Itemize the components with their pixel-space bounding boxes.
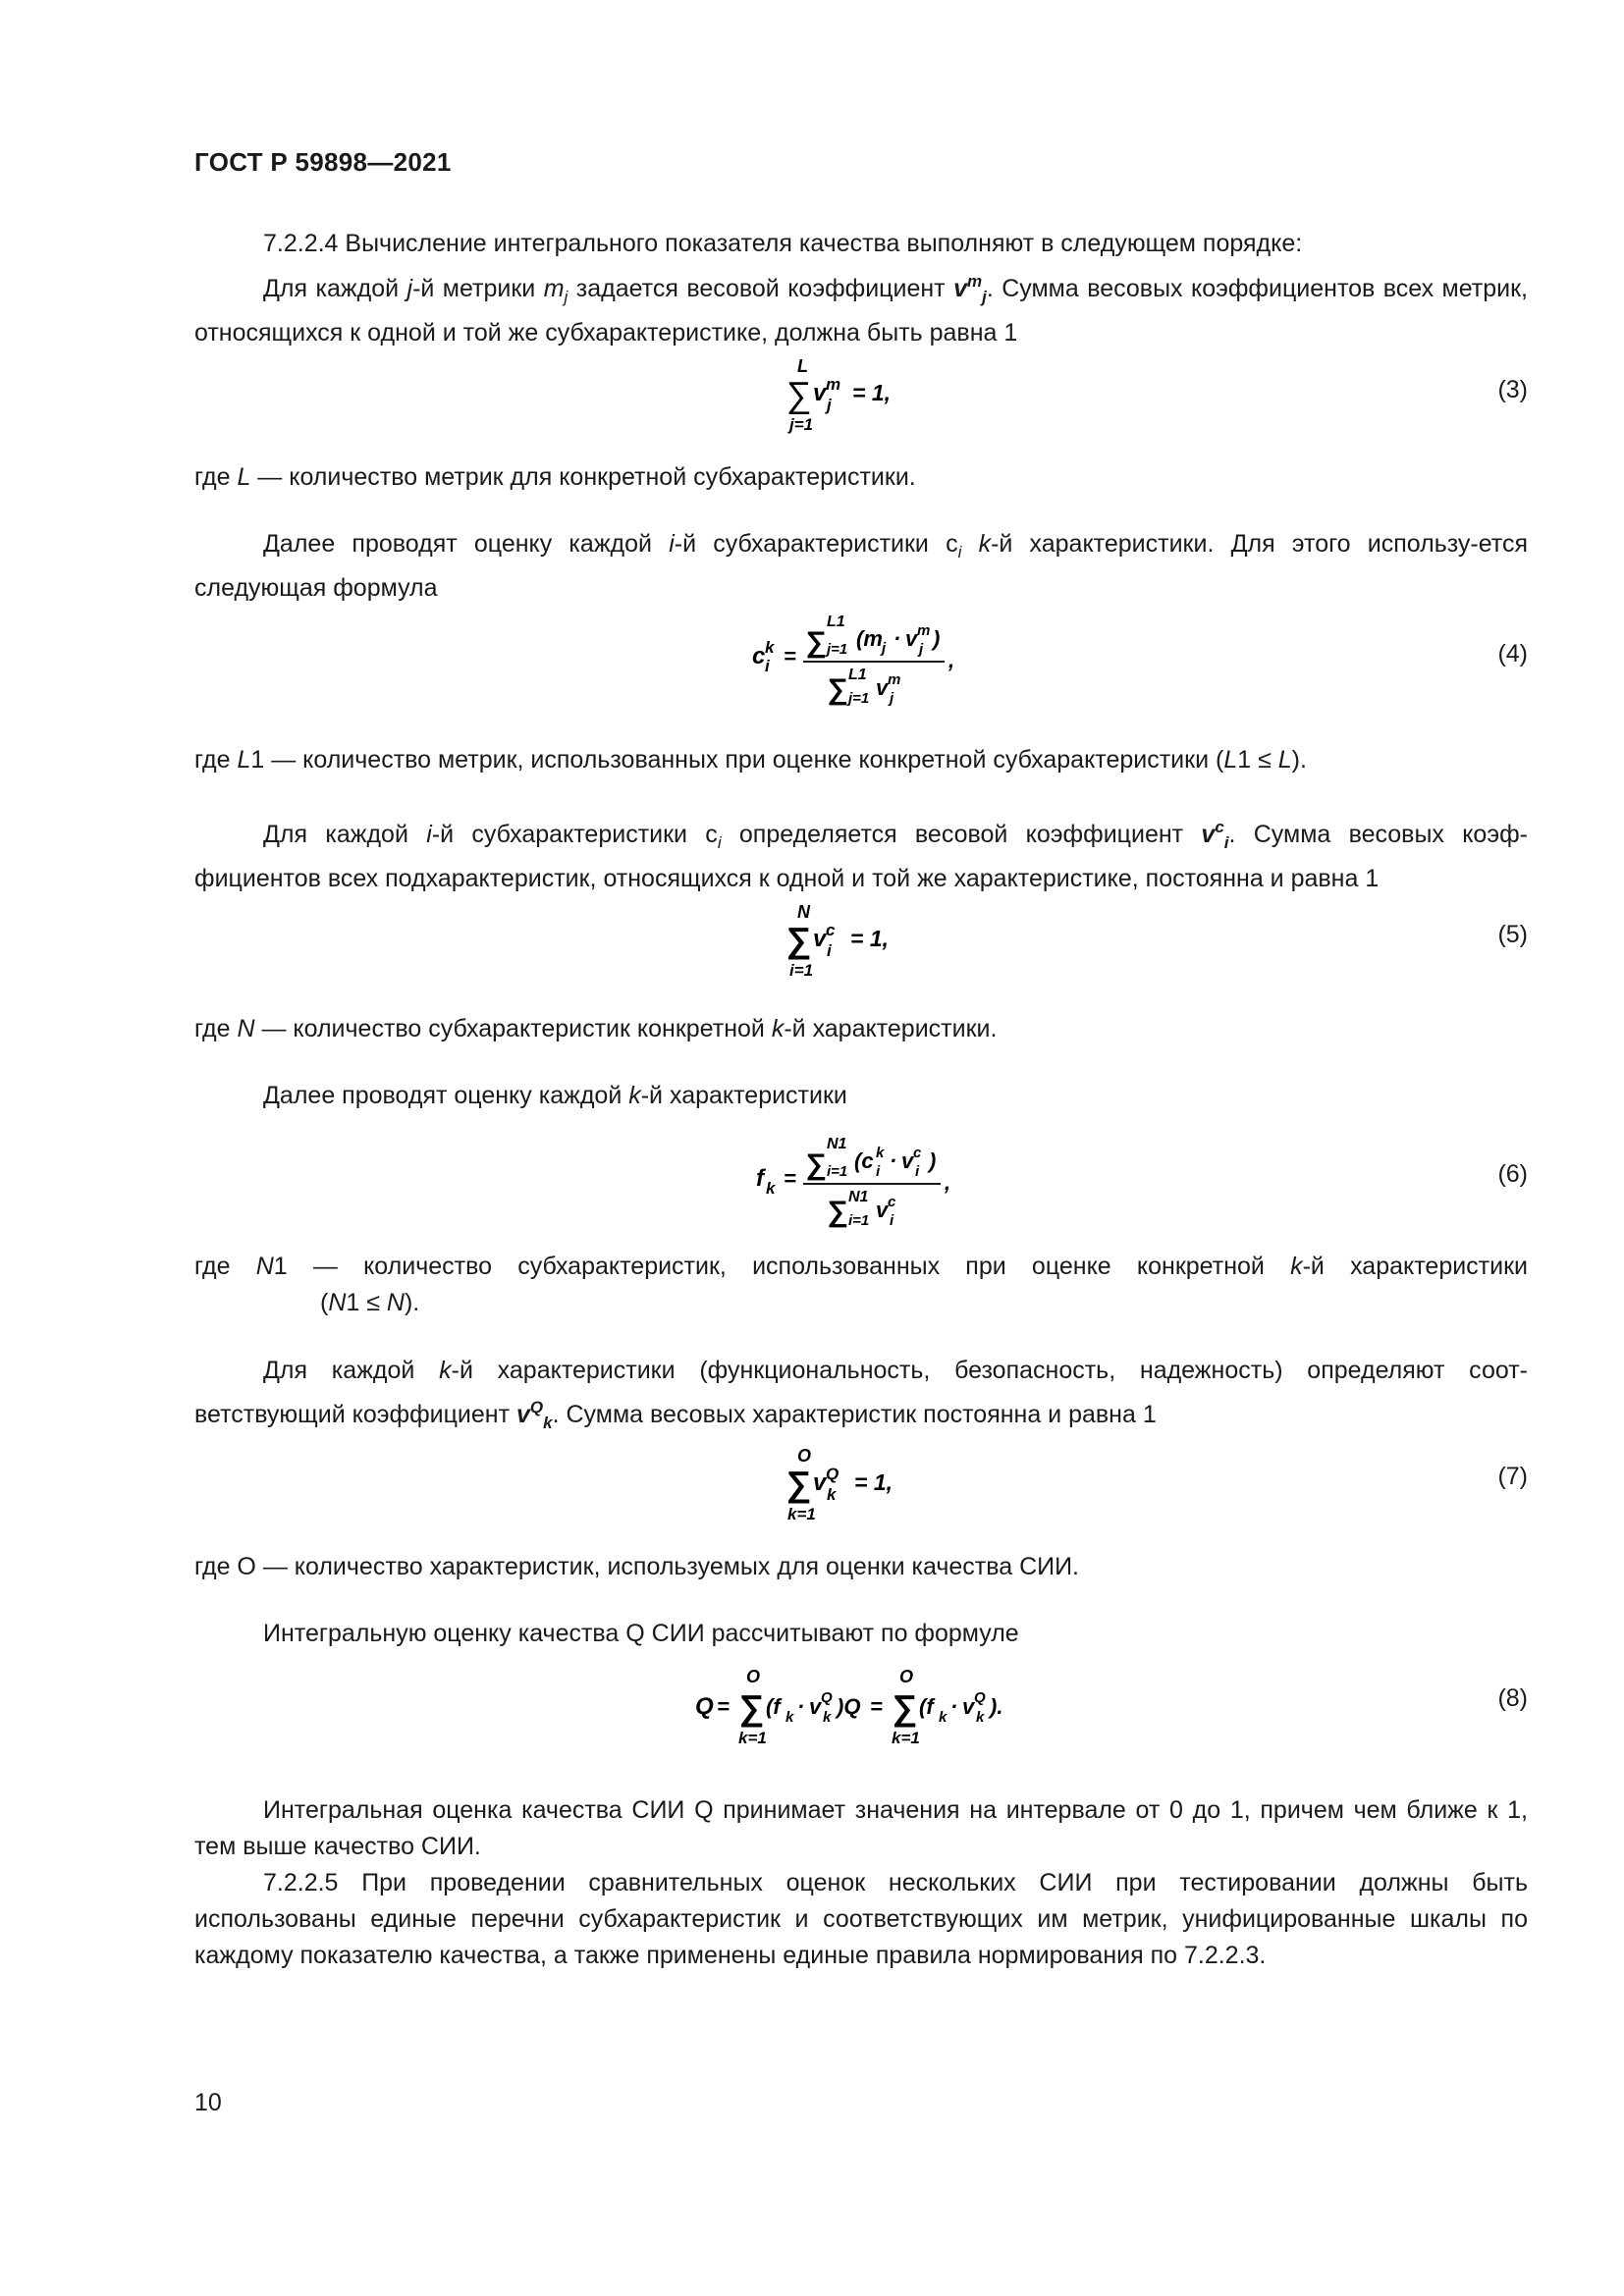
svg-text:(c: (c <box>854 1148 874 1173</box>
svg-text:= 1,: = 1, <box>850 926 890 951</box>
svg-text:v: v <box>809 1694 822 1719</box>
svg-text:k: k <box>766 1179 776 1198</box>
svg-text:).: ). <box>990 1694 1003 1719</box>
formula-5-sigma: ∑ <box>785 920 811 960</box>
svg-text:k: k <box>976 1709 985 1726</box>
where-clause-5: где N — количество субхарактеристик конкретной k-й характеристики. <box>194 1015 998 1042</box>
formula-7-sigma: ∑ <box>785 1464 811 1504</box>
paragraph-7-2-2-4: 7.2.2.4 Вычисление интегрального показателя качества выполняют в следующем порядке: <box>263 230 1303 257</box>
svg-text:Q: Q <box>826 1465 839 1483</box>
svg-text:=: = <box>784 644 796 668</box>
svg-text:k: k <box>939 1709 947 1726</box>
svg-text:k: k <box>876 1145 885 1161</box>
equation-number-6: (6) <box>1497 1160 1528 1188</box>
svg-text:N1: N1 <box>848 1189 869 1205</box>
formula-4-lhs: c <box>752 643 766 669</box>
svg-text:L1: L1 <box>848 667 867 683</box>
svg-text:(f: (f <box>766 1694 781 1719</box>
svg-text:v: v <box>813 926 827 952</box>
formula-3-upper-limit: L <box>797 356 808 376</box>
paragraph-7-2-2-5: 7.2.2.5 При проведении сравнительных оценок нескольких СИИ при тестировании должны быть использованы единые перечни субхарактеристик и соответствующих им метрик, унифицированные шкалы по каждому показателю качества, а также применены единые правила нормирования по 7.2.2.3. <box>194 1869 1528 1969</box>
svg-text:L1: L1 <box>827 614 845 630</box>
formula-3-v: v <box>813 380 827 406</box>
svg-text:O: O <box>746 1667 761 1686</box>
svg-text:j: j <box>890 690 894 707</box>
svg-text:Q: Q <box>821 1689 833 1706</box>
paragraph-metric-weights: Для каждой j-й метрики $m_j$ задается весовой коэффициент $v^m_j$. Сумма весовых коэффициентов всех метрик, относящихся к одной и той же субхарактеристике, должна быть равна 1 <box>194 272 1528 347</box>
where-clause-3: где L — количество метрик для конкретной субхарактеристики. <box>194 463 916 491</box>
formula-8-lhs: Q <box>695 1693 714 1720</box>
paragraph-integral-range: Интегральная оценка качества СИИ Q принимает значения на интервале от 0 до 1, причем чем ближе к 1, тем выше качество СИИ. <box>194 1796 1528 1860</box>
equation-number-7: (7) <box>1497 1463 1528 1490</box>
formula-4 <box>746 609 982 717</box>
formula-5-upper-limit: N <box>797 902 810 922</box>
equation-number-5: (5) <box>1497 921 1528 948</box>
svg-text:k=1: k=1 <box>892 1729 920 1747</box>
equation-number-8: (8) <box>1497 1684 1528 1712</box>
svg-text:,: , <box>945 1170 951 1195</box>
svg-text:c: c <box>913 1145 922 1161</box>
svg-text:j: j <box>919 641 924 658</box>
formula-8-sigma-2: ∑ <box>892 1687 917 1728</box>
where-clause-4: где L1 — количество метрик, использованных при оценке конкретной субхарактеристики (L1 ≤ L). <box>194 746 1307 774</box>
svg-text:j=1: j=1 <box>848 690 870 707</box>
svg-text:Q: Q <box>974 1689 986 1706</box>
svg-text:m: m <box>917 622 931 639</box>
paragraph-characteristic-weights: Для каждой k-й характеристики (функциональность, безопасность, надежность) определяют соот-ветствующий коэффициент $v^Q_k$. Сумма весовых характеристик постоянна и равна 1 <box>194 1357 1528 1432</box>
where-clause-6: где N1 — количество субхарактеристик, использованных при оценке конкретной k-й характеристики (N1 ≤ N). <box>194 1253 1528 1316</box>
svg-text:c: c <box>826 921 836 939</box>
svg-text:(m: (m <box>856 626 883 651</box>
svg-text:·: · <box>797 1694 805 1719</box>
svg-text:k=1: k=1 <box>738 1729 767 1747</box>
formula-4-den-sigma: ∑ <box>827 673 848 706</box>
svg-text:k: k <box>823 1709 832 1726</box>
svg-text:i=1: i=1 <box>827 1163 848 1180</box>
formula-6-lhs: f <box>756 1165 764 1192</box>
document-header: ГОСТ Р 59898—2021 <box>194 147 452 177</box>
formula-3-lower-limit: j=1 <box>789 415 814 434</box>
svg-text:=: = <box>784 1166 796 1191</box>
svg-text:k: k <box>827 1485 837 1504</box>
formula-3-subscript: j <box>827 396 832 414</box>
formula-6-den-sigma: ∑ <box>827 1196 848 1228</box>
svg-text:i: i <box>890 1212 894 1229</box>
svg-text:): ) <box>929 1148 937 1173</box>
svg-text:i: i <box>915 1163 920 1180</box>
svg-text:=: = <box>717 1694 730 1719</box>
formula-6 <box>750 1131 976 1239</box>
svg-text:i: i <box>765 657 770 675</box>
svg-text:j=1: j=1 <box>827 641 848 658</box>
formula-7 <box>785 1445 943 1523</box>
svg-text:): ) <box>933 626 941 651</box>
svg-text:,: , <box>948 648 955 672</box>
svg-text:v: v <box>901 1148 914 1173</box>
svg-text:i: i <box>876 1163 881 1180</box>
paragraph-characteristic-estimate: Далее проводят оценку каждой k-й характеристики <box>263 1082 847 1109</box>
formula-5 <box>785 901 943 980</box>
svg-text:i: i <box>827 941 832 960</box>
svg-text:v: v <box>876 675 889 700</box>
formula-7-lower-limit: k=1 <box>787 1505 816 1523</box>
svg-text:m: m <box>888 671 901 688</box>
svg-text:v: v <box>876 1198 889 1222</box>
svg-text:v: v <box>962 1694 975 1719</box>
svg-text:=: = <box>870 1694 883 1719</box>
formula-3 <box>785 355 943 434</box>
formula-7-upper-limit: O <box>797 1446 812 1466</box>
formula-3-rhs: = 1, <box>852 380 892 405</box>
svg-text:v: v <box>905 626 918 651</box>
formula-8-sigma-1: ∑ <box>738 1687 764 1728</box>
formula-3-sigma: ∑ <box>785 374 811 414</box>
svg-text:j: j <box>882 640 887 657</box>
svg-text:)Q: )Q <box>837 1694 861 1719</box>
svg-text:= 1,: = 1, <box>854 1469 893 1495</box>
paragraph-subcharacteristic-estimate: Далее проводят оценку каждой i-й субхарактеристики $c_i$ k-й характеристики. Для этого использу-ется следующая формула <box>194 530 1529 602</box>
formula-5-lower-limit: i=1 <box>789 961 814 980</box>
svg-text:·: · <box>893 626 901 651</box>
paragraph-integral-estimate: Интегральную оценку качества Q СИИ рассчитывают по формуле <box>263 1620 1019 1647</box>
svg-text:(f: (f <box>919 1694 934 1719</box>
svg-text:·: · <box>950 1694 958 1719</box>
formula-3-superscript: m <box>826 375 841 394</box>
svg-text:k: k <box>765 638 775 657</box>
page-number: 10 <box>194 2089 222 2116</box>
formula-4-num-sigma: ∑ <box>805 626 827 659</box>
where-clause-7: где O — количество характеристик, используемых для оценки качества СИИ. <box>194 1553 1080 1580</box>
equation-number-3: (3) <box>1497 376 1528 403</box>
paragraph-subcharacteristic-weights: Для каждой i-й субхарактеристики $c_i$ определяется весовой коэффициент $v^c_i$. Сумма весовых коэф-фициентов всех подхарактеристик, относящихся к одной и той же характеристике, постоянна и равна 1 <box>194 818 1528 892</box>
svg-text:k: k <box>785 1709 794 1726</box>
svg-text:O: O <box>899 1667 914 1686</box>
svg-text:c: c <box>888 1194 896 1210</box>
svg-text:·: · <box>890 1148 897 1173</box>
equation-number-4: (4) <box>1497 640 1528 667</box>
svg-text:N1: N1 <box>827 1136 847 1152</box>
svg-text:v: v <box>813 1469 827 1496</box>
formula-8 <box>687 1665 1041 1753</box>
formula-6-num-sigma: ∑ <box>805 1148 827 1181</box>
svg-text:i=1: i=1 <box>848 1212 870 1229</box>
